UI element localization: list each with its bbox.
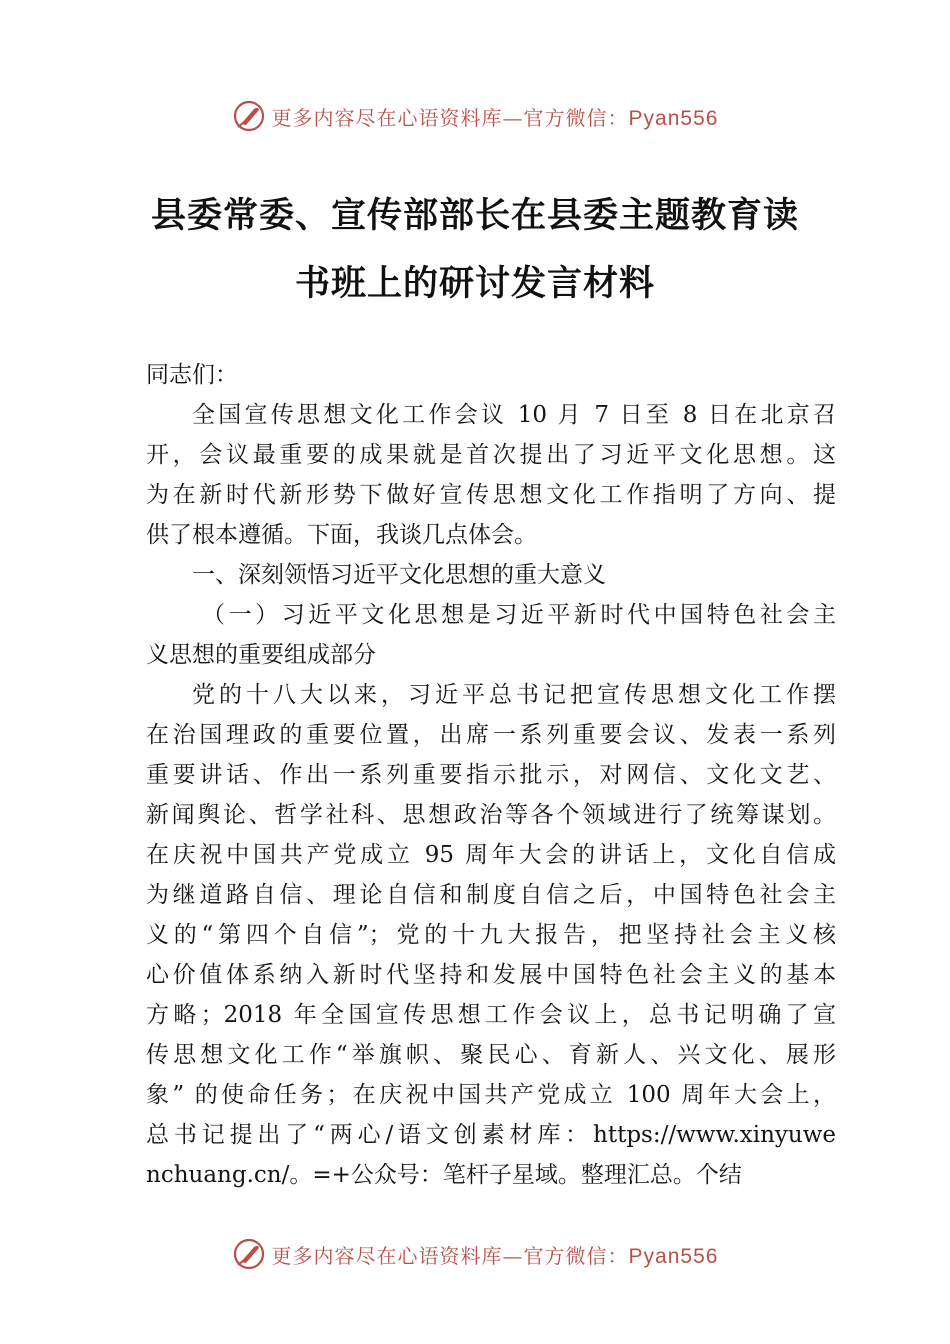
- body-line: 心价值体系纳入新时代坚持和发展中国特色社会主义的基本: [146, 962, 836, 988]
- body-line: 方略；2018 年全国宣传思想工作会议上，总书记明确了宣: [146, 1002, 836, 1028]
- subsection-heading-cont: 义思想的重要组成部分: [146, 642, 376, 668]
- body-line: 在治国理政的重要位置，出席一系列重要会议、发表一系列: [146, 722, 836, 748]
- wechat-id: Pyan556: [628, 1244, 719, 1268]
- body-line: 全国宣传思想文化工作会议 10 月 7 日至 8 日在北京召: [192, 402, 836, 428]
- body-line: 供了根本遵循。下面，我谈几点体会。: [146, 522, 537, 548]
- body-line: nchuang.cn/。=+公众号：笔杆子星域。整理汇总。个结: [146, 1162, 742, 1188]
- body-line: 新闻舆论、哲学社科、思想政治等各个领域进行了统筹谋划。: [146, 802, 836, 828]
- body-line: 传思想文化工作“举旗帜、聚民心、育新人、兴文化、展形: [146, 1042, 836, 1068]
- section-heading: 一、深刻领悟习近平文化思想的重大意义: [192, 562, 606, 588]
- subsection-heading: （一）习近平文化思想是习近平新时代中国特色社会主: [202, 602, 836, 628]
- body-line: 为继道路自信、理论自信和制度自信之后，中国特色社会主: [146, 882, 836, 908]
- body-line: 在庆祝中国共产党成立 95 周年大会的讲话上，文化自信成: [146, 842, 836, 868]
- banner-text: 更多内容尽在心语资料库—官方微信：Pyan556: [271, 105, 719, 130]
- body-line: 象” 的使命任务；在庆祝中国共产党成立 100 周年大会上，: [146, 1082, 836, 1108]
- quill-logo-icon: [232, 1237, 266, 1271]
- quill-logo-icon: [232, 99, 266, 133]
- document-title-line-2: 书班上的研讨发言材料: [294, 263, 655, 304]
- body-line: 开，会议最重要的成果就是首次提出了习近平文化思想。这: [146, 442, 836, 468]
- body-line: 为在新时代新形势下做好宣传思想文化工作指明了方向、提: [146, 482, 836, 508]
- wechat-id: Pyan556: [628, 106, 719, 130]
- body-line: 重要讲话、作出一系列重要指示批示，对网信、文化文艺、: [146, 762, 836, 788]
- greeting: 同志们：: [146, 362, 238, 388]
- body-line: 总书记提出了“两心/语文创素材库：https://www.xinyuwe: [146, 1122, 836, 1148]
- body-line: 党的十八大以来，习近平总书记把宣传思想文化工作摆: [192, 682, 836, 708]
- body-line: 义的“第四个自信”；党的十九大报告，把坚持社会主义核: [146, 922, 836, 948]
- header-watermark-banner: [0, 94, 950, 138]
- footer-watermark-banner: [0, 1232, 950, 1276]
- body-text: [146, 395, 836, 1195]
- banner-text: 更多内容尽在心语资料库—官方微信：Pyan556: [271, 1243, 719, 1268]
- document-title-line-1: 县委常委、宣传部部长在县委主题教育读: [150, 195, 799, 236]
